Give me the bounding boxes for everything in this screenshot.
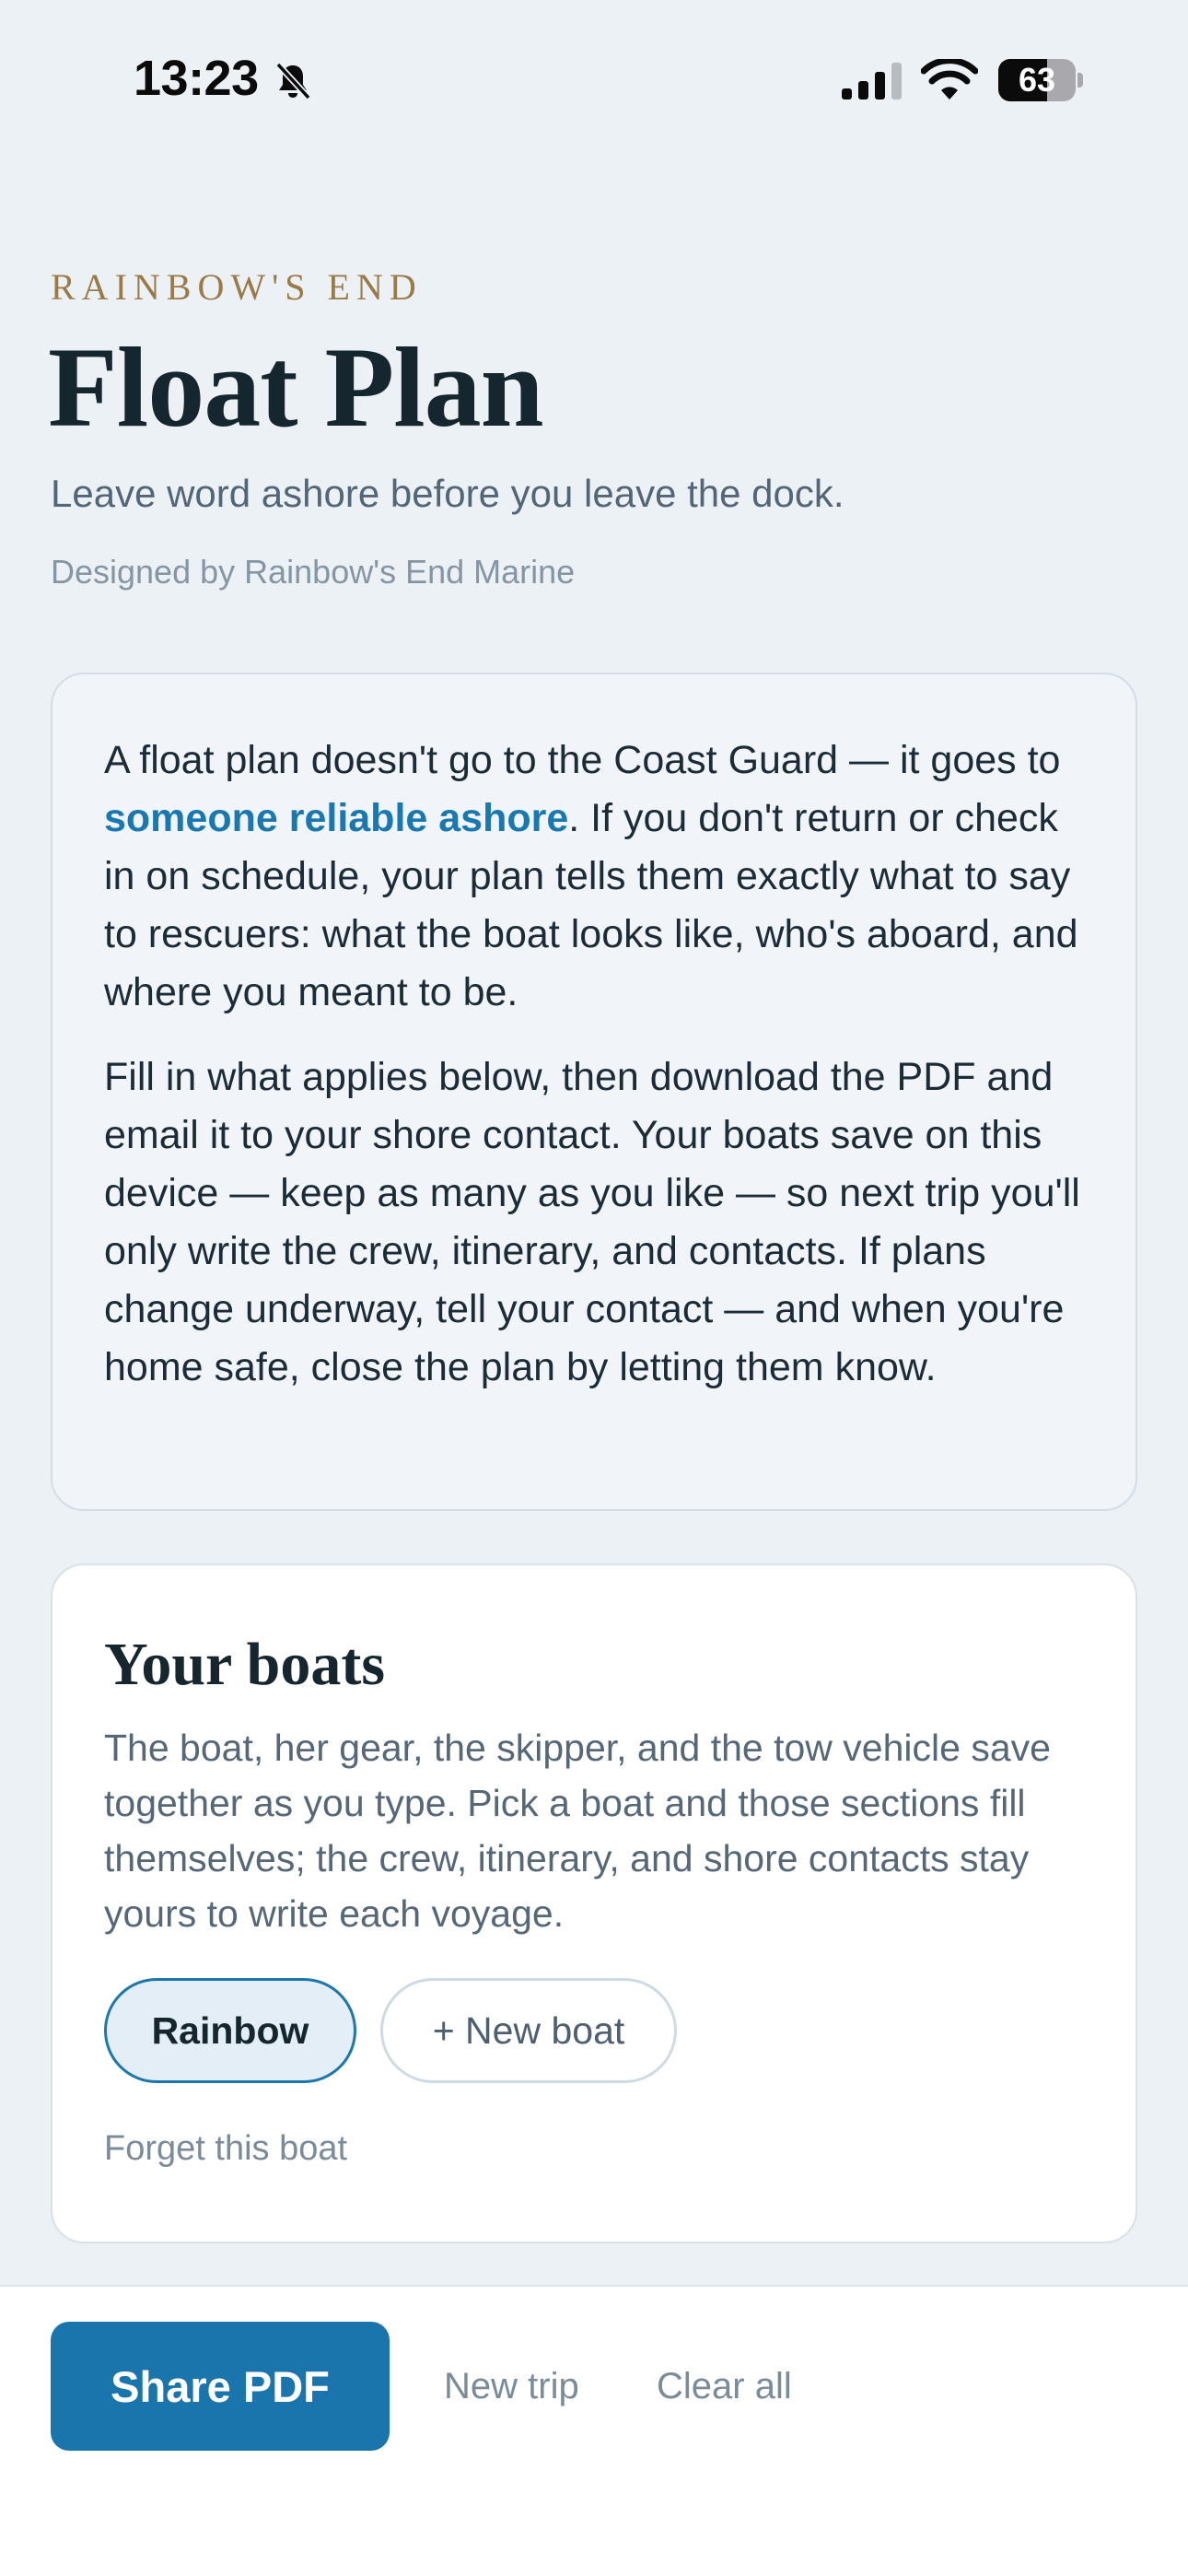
new-boat-button[interactable]: + New boat: [380, 1978, 677, 2083]
battery-icon: [998, 59, 1079, 101]
bottom-action-bar: [0, 2285, 1188, 2576]
wifi-icon: [921, 59, 978, 101]
page-title: Float Plan: [48, 324, 543, 451]
battery-percent: 63: [1018, 61, 1056, 99]
share-pdf-button[interactable]: Share PDF: [51, 2322, 390, 2451]
clear-all-button[interactable]: Clear all: [657, 2366, 792, 2406]
status-time: 13:23: [134, 51, 259, 106]
boat-chip-list: [104, 1978, 1084, 2083]
boats-card: [51, 1563, 1137, 2243]
forget-boat-link[interactable]: Forget this boat: [104, 2129, 348, 2168]
designer-credit: Designed by Rainbow's End Marine: [51, 553, 576, 591]
reliable-ashore-link[interactable]: someone reliable ashore: [104, 796, 569, 840]
boat-chip-rainbow[interactable]: Rainbow: [104, 1978, 356, 2083]
page-subtitle: Leave word ashore before you leave the dock.: [51, 472, 844, 515]
bell-slash-icon: [273, 61, 313, 101]
status-bar: [0, 0, 1188, 157]
new-trip-button[interactable]: New trip: [444, 2366, 579, 2406]
intro-paragraph-1: A float plan doesn't go to the Coast Guard — it goes to someone reliable ashore. If you don't return or check in on schedule, your plan tells them exactly what to say to rescuers: what the boat looks like, who's aboard, and where you meant to be.: [104, 738, 1078, 1014]
cellular-signal-icon: [842, 63, 903, 100]
intro-paragraph-2: Fill in what applies below, then download the PDF and email it to your shore contact. Your boats save on this device — keep as many as you like — so next trip you'll only write the crew, itinerary, and contacts. If plans change underway, tell your contact — and when you're home safe, close the plan by letting them know.: [104, 1055, 1080, 1389]
boats-heading: Your boats: [104, 1631, 386, 1698]
intro-card: [51, 673, 1137, 1511]
boats-description: The boat, her gear, the skipper, and the tow vehicle save together as you type. Pick a boat and those sections fill themselves; the crew, itinerary, and shore contacts stay yours to write each voyage.: [104, 1727, 1051, 1935]
brand-eyebrow: RAINBOW'S END: [51, 266, 423, 308]
